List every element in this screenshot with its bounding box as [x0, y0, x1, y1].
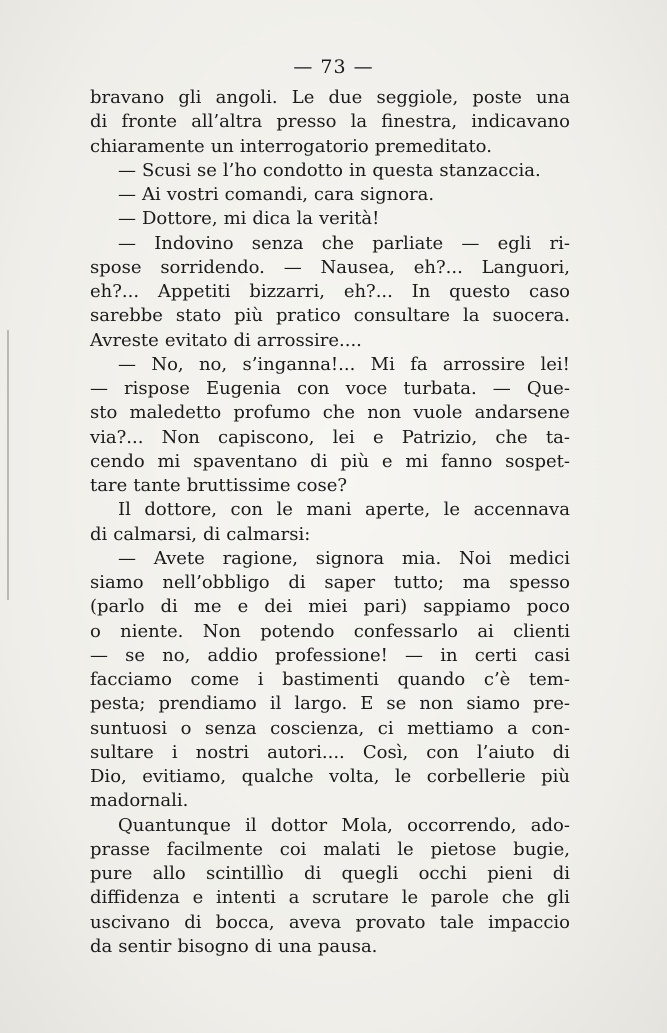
text-line: o niente. Non potendo confessarlo ai clienti — [90, 620, 570, 642]
text-line: tare tante bruttissime cose? — [90, 475, 348, 496]
text-line: Quantunque il dottor Mola, occorrendo, ado- — [118, 814, 570, 836]
text-line: sarebbe stato più pratico consultare la suocera. — [90, 305, 570, 327]
text-line: prasse facilmente coi malati le pietose bugie, — [90, 838, 570, 860]
text-line: di calmarsi, di calmarsi: — [90, 523, 311, 545]
text-line: — Avete ragione, signora mia. Noi medici — [118, 547, 570, 569]
text-line: (parlo di me e dei miei pari) sappiamo poco — [90, 596, 570, 618]
text-line: Il dottore, con le mani aperte, le accennava — [118, 499, 570, 521]
text-line: — Indovino senza che parliate — egli ri- — [118, 232, 570, 254]
text-line: sto maledetto profumo che non vuole andarsene — [90, 402, 570, 424]
body-text — [90, 86, 570, 959]
text-line: eh?... Appetiti bizzarri, eh?... In questo caso — [90, 281, 570, 302]
text-line: spose sorridendo. — Nausea, eh?... Languori, — [90, 256, 570, 278]
text-line: — Scusi se l’ho condotto in questa stanzaccia. — [118, 159, 541, 181]
text-line: facciamo come i bastimenti quando c’è tem- — [90, 669, 570, 690]
text-line: bravano gli angoli. Le due seggiole, poste una — [90, 87, 570, 108]
text-line: suntuosi o senza coscienza, ci mettiamo a con- — [90, 717, 570, 739]
text-line: chiaramente un interrogatorio premeditato. — [90, 135, 492, 157]
text-line: — se no, addio professione! — in certi casi — [90, 644, 570, 666]
text-line: cendo mi spaventano di più e mi fanno sospet- — [90, 450, 570, 472]
text-line: madornali. — [90, 790, 189, 812]
text-line: sultare i nostri autori.... Così, con l’aiuto di — [90, 741, 570, 763]
text-line: uscivano di bocca, aveva provato tale impaccio — [90, 911, 570, 933]
text-line: siamo nell’obbligo di saper tutto; ma spesso — [90, 572, 570, 593]
text-line: di fronte all’altra presso la finestra, indicavano — [90, 111, 570, 133]
binding-edge-line — [7, 330, 9, 600]
text-line: da sentir bisogno di una pausa. — [90, 935, 378, 957]
text-line: — Ai vostri comandi, cara signora. — [118, 184, 435, 205]
page-number: — 73 — — [293, 56, 374, 78]
text-line: — No, no, s’inganna!... Mi fa arrossire lei! — [118, 353, 570, 375]
text-line: — Dottore, mi dica la verità! — [118, 208, 380, 230]
text-line: Dio, evitiamo, qualche volta, le corbellerie più — [90, 766, 570, 787]
text-line: via?... Non capiscono, lei e Patrizio, che ta- — [90, 426, 570, 448]
text-line: — rispose Eugenia con voce turbata. — Que- — [90, 378, 570, 399]
text-line: diffidenza e intenti a scrutare le parole che gli — [90, 887, 570, 909]
text-line: pesta; prendiamo il largo. E se non siamo pre- — [90, 693, 570, 715]
text-line: pure allo scintillìo di quegli occhi pieni di — [90, 863, 570, 884]
text-line: Avreste evitato di arrossire.... — [90, 329, 362, 351]
